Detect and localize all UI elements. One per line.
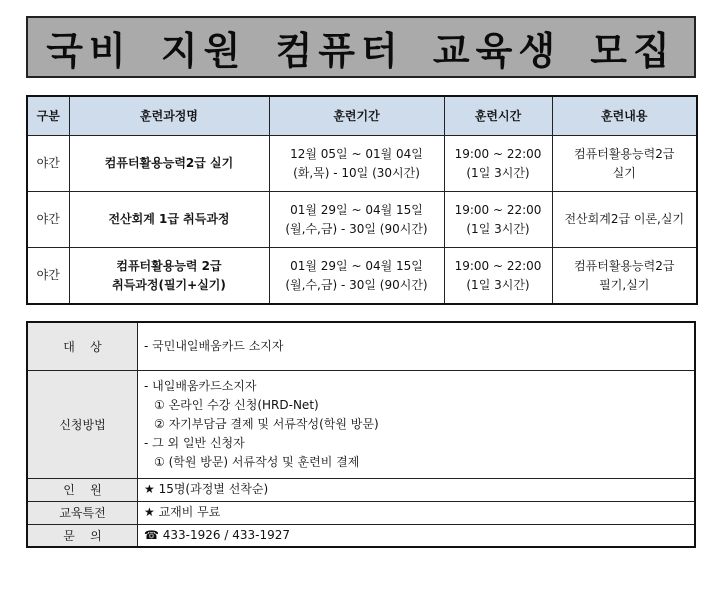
cell-time: 19:00 ~ 22:00 (1일 3시간) [444, 192, 552, 248]
value-target: - 국민내일배움카드 소지자 [138, 322, 696, 370]
label-capacity: 인 원 [27, 478, 138, 501]
cell-content: 컴퓨터활용능력2급 필기,실기 [552, 248, 697, 305]
value-contact: ☎ 433-1926 / 433-1927 [138, 524, 696, 547]
course-table-header [27, 96, 697, 136]
header-period: 훈련기간 [269, 96, 444, 136]
value-apply: - 내일배움카드소지자 ① 온라인 수강 신청(HRD-Net) ② 자기부담금 결제 및 서류작성(학원 방문) - 그 외 일반 신청자 ① (학원 방문) 서류작성 및 훈련비 결제 [138, 370, 696, 478]
cell-period: 01월 29일 ~ 04월 15일 (월,수,금) - 30일 (90시간) [269, 248, 444, 305]
cell-content: 전산회계2급 이론,실기 [552, 192, 697, 248]
label-apply: 신청방법 [27, 370, 138, 478]
table-row [27, 192, 697, 248]
info-row-target [27, 322, 695, 370]
value-benefit: ★ 교재비 무료 [138, 501, 696, 524]
course-table [26, 95, 698, 305]
cell-time: 19:00 ~ 22:00 (1일 3시간) [444, 248, 552, 305]
cell-period: 12월 05일 ~ 01월 04일 (화,목) - 10일 (30시간) [269, 136, 444, 192]
info-row-benefit [27, 501, 695, 524]
page-title: 국비 지원 컴퓨터 교육생 모집 [46, 28, 676, 73]
cell-type: 야간 [27, 192, 69, 248]
info-row-capacity [27, 478, 695, 501]
table-row [27, 136, 697, 192]
label-target: 대 상 [27, 322, 138, 370]
header-time: 훈련시간 [444, 96, 552, 136]
info-table [26, 321, 696, 548]
cell-period: 01월 29일 ~ 04월 15일 (월,수,금) - 30일 (90시간) [269, 192, 444, 248]
cell-course-name: 컴퓨터활용능력2급 실기 [69, 136, 269, 192]
cell-content: 컴퓨터활용능력2급 실기 [552, 136, 697, 192]
label-contact: 문 의 [27, 524, 138, 547]
header-content: 훈련내용 [552, 96, 697, 136]
label-benefit: 교육특전 [27, 501, 138, 524]
table-row [27, 248, 697, 305]
info-row-apply [27, 370, 695, 478]
title-banner [26, 16, 696, 78]
info-row-contact [27, 524, 695, 547]
cell-type: 야간 [27, 136, 69, 192]
cell-course-name: 전산회계 1급 취득과정 [69, 192, 269, 248]
value-capacity: ★ 15명(과정별 선착순) [138, 478, 696, 501]
cell-time: 19:00 ~ 22:00 (1일 3시간) [444, 136, 552, 192]
cell-type: 야간 [27, 248, 69, 305]
cell-course-name: 컴퓨터활용능력 2급 취득과정(필기+실기) [69, 248, 269, 305]
header-course-name: 훈련과정명 [69, 96, 269, 136]
header-type: 구분 [27, 96, 69, 136]
